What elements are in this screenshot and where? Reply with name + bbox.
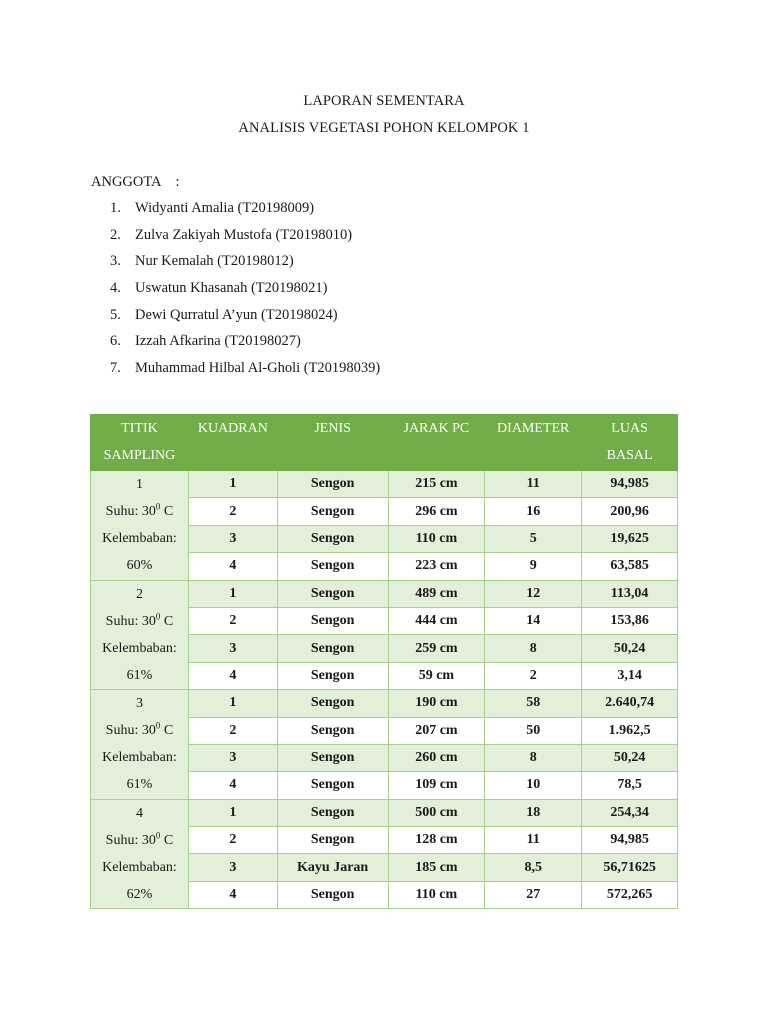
cell-luas-basal: 50,24 — [582, 635, 678, 662]
cell-jarak-pc: 259 cm — [388, 635, 485, 662]
cell-luas-basal: 78,5 — [582, 772, 678, 799]
cell-kuadran: 2 — [188, 717, 277, 744]
cell-jarak-pc: 489 cm — [388, 580, 485, 607]
cell-jarak-pc: 185 cm — [388, 854, 485, 881]
cell-diameter: 27 — [485, 881, 582, 908]
cell-jenis: Sengon — [277, 498, 388, 525]
cell-kuadran: 3 — [188, 635, 277, 662]
site-humidity-label: Kelembaban: — [102, 859, 177, 875]
cell-luas-basal: 1.962,5 — [582, 717, 678, 744]
list-item — [110, 200, 380, 227]
header-jarak-pc: JARAK PC — [388, 415, 485, 471]
cell-luas-basal: 572,265 — [582, 881, 678, 908]
cell-diameter: 9 — [485, 553, 582, 580]
cell-kuadran: 4 — [188, 553, 277, 580]
site-humidity-value: 62% — [126, 886, 153, 902]
anggota-heading — [91, 174, 180, 191]
cell-jenis: Sengon — [277, 799, 388, 826]
cell-luas-basal: 200,96 — [582, 498, 678, 525]
cell-kuadran: 4 — [188, 772, 277, 799]
cell-luas-basal: 56,71625 — [582, 854, 678, 881]
member-list — [110, 200, 380, 387]
site-temperature: Suhu: $30^0$ C — [105, 501, 174, 519]
document-title: LAPORAN SEMENTARA — [303, 93, 465, 109]
cell-jenis: Sengon — [277, 580, 388, 607]
table-row — [91, 690, 678, 717]
anggota-colon: : — [175, 174, 180, 190]
cell-diameter: 16 — [485, 498, 582, 525]
member-name: Muhammad Hilbal Al-Gholi (T20198039) — [135, 360, 381, 377]
cell-jenis: Sengon — [277, 690, 388, 717]
cell-jarak-pc: 128 cm — [388, 827, 485, 854]
cell-jenis: Kayu Jaran — [277, 854, 388, 881]
cell-luas-basal: 94,985 — [582, 827, 678, 854]
cell-kuadran: 1 — [188, 799, 277, 826]
table-header-row — [91, 415, 678, 471]
member-number: 1. — [110, 200, 121, 216]
cell-jarak-pc: 59 cm — [388, 662, 485, 689]
header-kuadran: KUADRAN — [188, 415, 277, 471]
site-humidity-label: Kelembaban: — [102, 750, 177, 766]
cell-jenis: Sengon — [277, 881, 388, 908]
cell-jarak-pc: 109 cm — [388, 772, 485, 799]
cell-jarak-pc: 296 cm — [388, 498, 485, 525]
cell-luas-basal: 113,04 — [582, 580, 678, 607]
cell-jenis: Sengon — [277, 744, 388, 771]
list-item — [110, 360, 380, 387]
cell-jenis: Sengon — [277, 525, 388, 552]
cell-luas-basal: 153,86 — [582, 607, 678, 634]
site-number: 2 — [135, 586, 143, 602]
cell-jenis: Sengon — [277, 827, 388, 854]
site-humidity-value: 61% — [126, 777, 153, 793]
cell-jarak-pc: 190 cm — [388, 690, 485, 717]
cell-jarak-pc: 215 cm — [388, 471, 485, 498]
cell-kuadran: 2 — [188, 498, 277, 525]
cell-jarak-pc: 110 cm — [388, 525, 485, 552]
header-jenis: JENIS — [277, 415, 388, 471]
member-name: Nur Kemalah (T20198012) — [135, 253, 294, 270]
cell-kuadran: 2 — [188, 607, 277, 634]
cell-kuadran: 1 — [188, 690, 277, 717]
member-number: 5. — [110, 306, 121, 323]
site-temperature: Suhu: $30^0$ C — [105, 720, 174, 739]
table-row — [91, 471, 678, 498]
cell-diameter: 50 — [485, 717, 582, 744]
cell-diameter: 8 — [485, 744, 582, 771]
cell-diameter: 11 — [485, 827, 582, 854]
cell-kuadran: 4 — [188, 881, 277, 908]
site-temperature: Suhu: $30^0$ C — [105, 830, 174, 848]
cell-diameter: 8 — [485, 635, 582, 662]
member-number: 4. — [110, 280, 121, 297]
cell-luas-basal: 94,985 — [582, 471, 678, 498]
cell-kuadran: 3 — [188, 525, 277, 552]
list-item — [110, 307, 380, 334]
member-name: Dewi Qurratul A’yun (T20198024) — [135, 306, 338, 323]
cell-jenis: Sengon — [277, 772, 388, 799]
cell-diameter: 18 — [485, 799, 582, 826]
cell-luas-basal: 2.640,74 — [582, 690, 678, 717]
cell-kuadran: 3 — [188, 744, 277, 771]
site-temperature: Suhu: $30^0$ C — [105, 610, 174, 629]
sampling-site-cell — [91, 580, 189, 690]
member-number: 3. — [110, 253, 121, 270]
list-item — [110, 280, 380, 307]
site-number: 1 — [135, 477, 143, 492]
cell-jarak-pc: 500 cm — [388, 799, 485, 826]
sampling-site-cell — [91, 471, 189, 581]
table-row — [91, 799, 678, 826]
site-humidity-label: Kelembaban: — [102, 531, 177, 546]
header-diameter: DIAMETER — [485, 415, 582, 471]
cell-diameter: 58 — [485, 690, 582, 717]
site-humidity-value: 61% — [126, 667, 153, 683]
cell-kuadran: 1 — [188, 580, 277, 607]
member-name: Uswatun Khasanah (T20198021) — [135, 280, 328, 297]
table-row — [91, 580, 678, 607]
header-titik-sampling: TITIK SAMPLING — [91, 415, 189, 471]
cell-jarak-pc: 207 cm — [388, 717, 485, 744]
cell-jenis: Sengon — [277, 471, 388, 498]
member-number: 6. — [110, 333, 121, 350]
cell-kuadran: 2 — [188, 827, 277, 854]
header-luas-basal: LUAS BASAL — [582, 415, 678, 471]
vegetation-table — [90, 414, 678, 909]
member-name: Zulva Zakiyah Mustofa (T20198010) — [135, 226, 353, 243]
cell-jenis: Sengon — [277, 662, 388, 689]
cell-jarak-pc: 444 cm — [388, 607, 485, 634]
sampling-site-cell — [91, 799, 189, 909]
cell-luas-basal: 3,14 — [582, 662, 678, 689]
site-number: 4 — [135, 805, 143, 821]
cell-jarak-pc: 260 cm — [388, 744, 485, 771]
member-name: Izzah Afkarina (T20198027) — [135, 333, 301, 350]
list-item — [110, 333, 380, 360]
member-name: Widyanti Amalia (T20198009) — [135, 200, 315, 216]
cell-kuadran: 1 — [188, 471, 277, 498]
document-subtitle: ANALISIS VEGETASI POHON KELOMPOK 1 — [238, 120, 530, 136]
member-number: 2. — [110, 226, 121, 243]
cell-luas-basal: 254,34 — [582, 799, 678, 826]
cell-luas-basal: 19,625 — [582, 525, 678, 552]
list-item — [110, 253, 380, 280]
cell-diameter: 2 — [485, 662, 582, 689]
cell-diameter: 11 — [485, 471, 582, 498]
cell-diameter: 8,5 — [485, 854, 582, 881]
site-humidity-label: Kelembaban: — [102, 640, 177, 656]
cell-diameter: 5 — [485, 525, 582, 552]
cell-diameter: 12 — [485, 580, 582, 607]
site-humidity-value: 60% — [126, 558, 153, 573]
cell-jenis: Sengon — [277, 635, 388, 662]
cell-diameter: 10 — [485, 772, 582, 799]
cell-jarak-pc: 110 cm — [388, 881, 485, 908]
anggota-label: ANGGOTA — [91, 174, 162, 190]
list-item — [110, 227, 380, 254]
site-number: 3 — [135, 696, 143, 712]
cell-luas-basal: 63,585 — [582, 553, 678, 580]
sampling-site-cell — [91, 690, 189, 800]
cell-diameter: 14 — [485, 607, 582, 634]
cell-jenis: Sengon — [277, 717, 388, 744]
cell-kuadran: 3 — [188, 854, 277, 881]
cell-kuadran: 4 — [188, 662, 277, 689]
member-number: 7. — [110, 360, 121, 377]
cell-jarak-pc: 223 cm — [388, 553, 485, 580]
cell-luas-basal: 50,24 — [582, 744, 678, 771]
cell-jenis: Sengon — [277, 607, 388, 634]
cell-jenis: Sengon — [277, 553, 388, 580]
